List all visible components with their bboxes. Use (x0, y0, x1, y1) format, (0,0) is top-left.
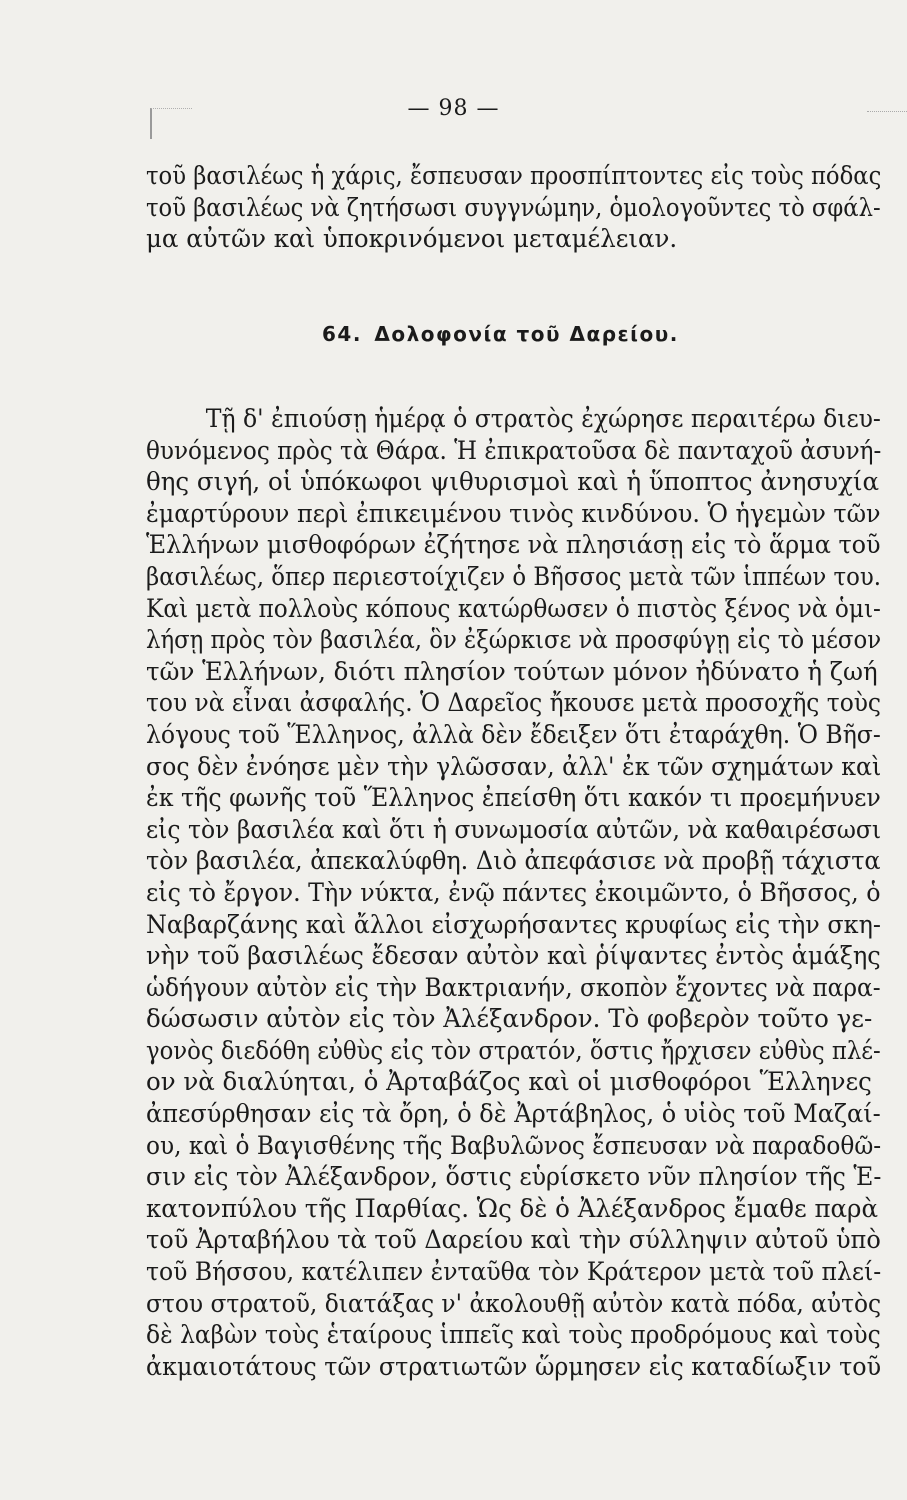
text-line: ὡδήγουν αὐτὸν εἰς τὴν Βακτριανήν, σκοπὸν ἔχοντες νὰ παρα- (146, 972, 881, 1002)
text-line: ἐκ τῆς φωνῆς τοῦ Ἕλληνος ἐπείσθη ὅτι κακόν τι προεμήνυεν (146, 783, 881, 813)
text-line: τοῦ βασιλέως νὰ ζητήσωσι συγγνώμην, ὁμολογοῦντες τὸ σφάλ- (146, 192, 881, 222)
text-line: σιν εἰς τὸν Ἀλέξανδρον, ὅστις εὑρίσκετο νῦν πλησίον τῆς Ἑ- (146, 1162, 882, 1192)
top-paragraph (146, 160, 906, 255)
page-number: — 98 — (407, 96, 500, 121)
text-line: Ἑλλήνων μισθοφόρων ἐζήτησε νὰ πλησιάσῃ εἰς τὸ ἅρμα τοῦ (146, 530, 881, 560)
text-line: Τῇ δ' ἐπιούσῃ ἡμέρᾳ ὁ στρατὸς ἐχώρησε περαιτέρω διευ- (146, 404, 881, 433)
text-line: κατονπύλου τῆς Παρθίας. Ὡς δὲ ὁ Ἀλέξανδρος ἔμαθε παρὰ (146, 1193, 878, 1223)
text-line: λήσῃ πρὸς τὸν βασιλέα, ὃν ἐξώρκισε νὰ προσφύγῃ εἰς τὸ μέσον (146, 625, 882, 655)
text-line: μα αὐτῶν καὶ ὑποκρινόμενοι μεταμέλειαν. (146, 224, 678, 254)
text-line: νὴν τοῦ βασιλέως ἔδεσαν αὐτὸν καὶ ῥίψαντες ἐντὸς ἁμάξης (146, 941, 881, 971)
text-line: του νὰ εἶναι ἀσφαλής. Ὁ Δαρεῖος ἤκουσε μετὰ προσοχῆς τοὺς (146, 688, 881, 718)
text-line: δὲ λαβὼν τοὺς ἑταίρους ἱππεῖς καὶ τοὺς προδρόμους καὶ τοὺς (146, 1320, 881, 1350)
text-line: βασιλέως, ὅπερ περιεστοίχιζεν ὁ Βῆσσος μετὰ τῶν ἱππέων του. (146, 561, 881, 591)
text-line: τοῦ βασιλέως ἡ χάρις, ἔσπευσαν προσπίπτοντες εἰς τοὺς πόδας (146, 161, 882, 190)
section-title: Δολοφονία τοῦ Δαρείου. (374, 322, 679, 346)
text-line: στου στρατοῦ, διατάξας ν' ἀκολουθῇ αὐτὸν κατὰ πόδα, αὐτὸς (146, 1288, 882, 1318)
section-heading (322, 322, 679, 346)
text-line: Καὶ μετὰ πολλοὺς κόπους κατώρθωσεν ὁ πιστὸς ξένος νὰ ὁμι- (146, 593, 881, 623)
text-line: θης σιγή, οἱ ὑπόκωφοι ψιθυρισμοὶ καὶ ἡ ὕποπτος ἀνησυχία (146, 467, 879, 497)
text-line: λόγους τοῦ Ἕλληνος, ἀλλὰ δὲν ἔδειξεν ὅτι ἐταράχθη. Ὁ Βῆσ- (146, 719, 881, 749)
text-line: ἀπεσύρθησαν εἰς τὰ ὄρη, ὁ δὲ Ἀρτάβηλος, ὁ υἱὸς τοῦ Μαζαί- (146, 1099, 881, 1129)
text-line: ἀκμαιοτάτους τῶν στρατιωτῶν ὥρμησεν εἰς καταδίωξιν τοῦ (146, 1351, 882, 1381)
text-line: τὸν βασιλέα, ἀπεκαλύφθη. Διὸ ἀπεφάσισε νὰ προβῇ τάχιστα (146, 846, 881, 876)
text-line: σος δὲν ἐνόησε μὲν τὴν γλῶσσαν, ἀλλ' ἐκ τῶν σχημάτων καὶ (146, 751, 882, 781)
text-line: ου, καὶ ὁ Βαγισθένης τῆς Βαβυλῶνος ἔσπευσαν νὰ παραδοθῶ- (146, 1130, 882, 1160)
text-line: ἐμαρτύρουν περὶ ἐπικειμένου τινὸς κινδύνου. Ὁ ἡγεμὼν τῶν (146, 498, 881, 528)
text-line: Ναβαρζάνης καὶ ἄλλοι εἰσχωρήσαντες κρυφίως εἰς τὴν σκη- (146, 909, 881, 939)
text-line: εἰς τὸν βασιλέα καὶ ὅτι ἡ συνωμοσία αὐτῶν, νὰ καθαιρέσωσι (146, 814, 882, 844)
text-line: γονὸς διεδόθη εὐθὺς εἰς τὸν στρατόν, ὅστις ἤρχισεν εὐθὺς πλέ- (146, 1035, 881, 1065)
text-line: τοῦ Βήσσου, κατέλιπεν ἐνταῦθα τὸν Κράτερον μετὰ τοῦ πλεί- (146, 1257, 882, 1287)
section-number: 64. (322, 322, 362, 346)
text-line: τοῦ Ἀρταβήλου τὰ τοῦ Δαρείου καὶ τὴν σύλληψιν αὐτοῦ ὑπὸ (146, 1225, 881, 1255)
text-line: θυνόμενος πρὸς τὰ Θάρα. Ἡ ἐπικρατοῦσα δὲ πανταχοῦ ἀσυνή- (146, 435, 882, 465)
text-line: ον νὰ διαλύηται, ὁ Ἀρταβάζος καὶ οἱ μισθοφόροι Ἕλληνες (146, 1067, 872, 1097)
text-line: δώσωσιν αὐτὸν εἰς τὸν Ἀλέξανδρον. Τὸ φοβερὸν τοῦτο γε- (146, 1004, 873, 1034)
text-line: τῶν Ἑλλήνων, διότι πλησίον τούτων μόνον ἠδύνατο ἡ ζωή (146, 656, 878, 686)
main-paragraph (146, 403, 906, 1382)
text-line: εἰς τὸ ἔργον. Τὴν νύκτα, ἐνῷ πάντες ἐκοιμῶντο, ὁ Βῆσσος, ὁ (146, 877, 881, 907)
